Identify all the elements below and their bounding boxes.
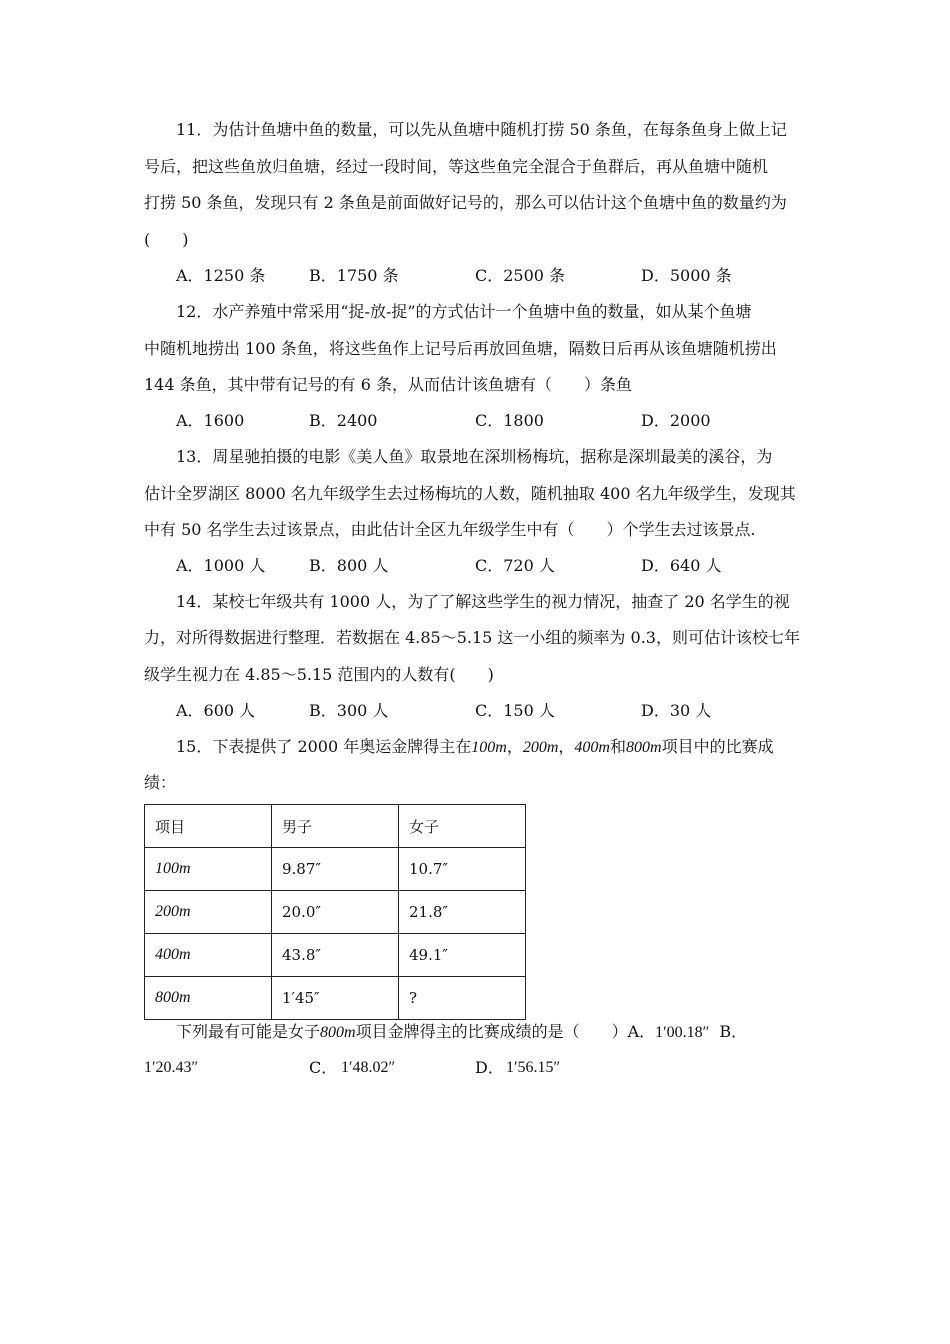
q14-line-1: 14．某校七年级共有 1000 人，为了了解这些学生的视力情况，抽查了 20 名学生的视 (176, 592, 790, 611)
q15-option-b: 1′20.43″ (144, 1059, 199, 1076)
table-header-cell: 女子 (399, 805, 526, 848)
q15-event-100m: 100m (471, 739, 507, 756)
q13-option-c: C．720 人 (475, 556, 555, 575)
q14-option-c: C．150 人 (475, 701, 555, 720)
q15-question-line-1 (176, 1021, 747, 1044)
results-table (144, 804, 526, 1020)
q15-question-text: 下列最有可能是女子 (176, 1022, 321, 1041)
q15-option-a: 1′00.18″ (655, 1024, 710, 1041)
q12-option-b: B．2400 (309, 411, 378, 430)
table-cell-men: 9.87″ (272, 848, 399, 891)
q15-question-tail: 项目金牌得主的比赛成绩的是（ ）A． (355, 1022, 656, 1041)
q11-line-1: 11．为估计鱼塘中鱼的数量，可以先从鱼塘中随机打捞 50 条鱼，在每条鱼身上做上记 (176, 120, 787, 139)
q14-line-3: 级学生视力在 4.85～5.15 范围内的人数有( ) (144, 665, 494, 684)
table-cell-women: ? (399, 977, 526, 1020)
table-cell-women: 10.7″ (399, 848, 526, 891)
q12-option-c: C．1800 (475, 411, 544, 430)
table-row (145, 977, 526, 1020)
q15-event-800m: 800m (626, 739, 662, 756)
q15-question-event: 800m (320, 1024, 356, 1041)
q15-intro-line-2: 绩： (144, 773, 177, 792)
table-header-cell: 男子 (272, 805, 399, 848)
q15-sep-1: ， (506, 737, 523, 756)
q15-label-d: D． (475, 1058, 504, 1077)
q14-option-a: A．600 人 (176, 701, 256, 720)
q14-option-b: B．300 人 (309, 701, 389, 720)
q11-line-2: 号后，把这些鱼放归鱼塘，经过一段时间，等这些鱼完全混合于鱼群后，再从鱼塘中随机 (144, 157, 769, 176)
q13-line-3: 中有 50 名学生去过该景点，由此估计全区九年级学生中有（ ）个学生去过该景点. (144, 520, 756, 539)
q11-option-d: D．5000 条 (641, 266, 732, 285)
q12-line-2: 中随机地捞出 100 条鱼，将这些鱼作上记号后再放回鱼塘，隔数日后再从该鱼塘随机捞出 (144, 339, 777, 358)
q15-option-d: 1′56.15″ (506, 1059, 561, 1076)
table-cell-women: 21.8″ (399, 891, 526, 934)
q12-line-1: 12．水产养殖中常采用“捉-放-捉”的方式估计一个鱼塘中鱼的数量，如从某个鱼塘 (176, 302, 752, 321)
q12-line-3: 144 条鱼，其中带有记号的有 6 条，从而估计该鱼塘有（ ）条鱼 (144, 375, 632, 394)
q15-sep-2: ， (558, 737, 575, 756)
q15-intro-line-1 (176, 736, 774, 759)
q13-option-a: A．1000 人 (176, 556, 266, 575)
q12-option-a: A．1600 (176, 411, 245, 430)
q14-option-d: D．30 人 (641, 701, 712, 720)
table-cell-event: 200m (145, 891, 272, 934)
q11-option-a: A．1250 条 (176, 266, 266, 285)
q11-option-b: B．1750 条 (309, 266, 399, 285)
table-cell-men: 1′45″ (272, 977, 399, 1020)
q11-line-3: 打捞 50 条鱼，发现只有 2 条鱼是前面做好记号的，那么可以估计这个鱼塘中鱼的数量约为 (144, 193, 787, 212)
table-cell-men: 20.0″ (272, 891, 399, 934)
table-cell-women: 49.1″ (399, 934, 526, 977)
table-header-cell: 项目 (145, 805, 272, 848)
q15-event-400m: 400m (574, 739, 610, 756)
q12-option-d: D．2000 (641, 411, 711, 430)
q15-label-c: C． (309, 1058, 338, 1077)
q11-option-c: C．2500 条 (475, 266, 566, 285)
q13-option-d: D．640 人 (641, 556, 722, 575)
q15-label-b: B． (719, 1022, 748, 1041)
table-header-row (145, 805, 526, 848)
q15-and: 和 (609, 737, 626, 756)
q13-line-2: 估计全罗湖区 8000 名九年级学生去过杨梅坑的人数，随机抽取 400 名九年级学生，发现其 (144, 484, 796, 503)
q11-line-4: ( ) (144, 230, 189, 249)
table-cell-event: 800m (145, 977, 272, 1020)
table-row (145, 848, 526, 891)
q15-event-200m: 200m (522, 739, 559, 756)
q14-line-2: 力，对所得数据进行整理．若数据在 4.85～5.15 这一小组的频率为 0.3，则可估计该校七年 (144, 628, 800, 647)
table-cell-event: 100m (145, 848, 272, 891)
table-row (145, 891, 526, 934)
q15-option-c: 1′48.02″ (341, 1059, 396, 1076)
table-cell-men: 43.8″ (272, 934, 399, 977)
q15-intro-text: 15．下表提供了 2000 年奥运金牌得主在 (176, 737, 472, 756)
q15-intro-tail: 项目中的比赛成 (661, 737, 774, 756)
table-cell-event: 400m (145, 934, 272, 977)
q13-line-1: 13．周星驰拍摄的电影《美人鱼》取景地在深圳杨梅坑，据称是深圳最美的溪谷，为 (176, 447, 773, 466)
table-row (145, 934, 526, 977)
q13-option-b: B．800 人 (309, 556, 389, 575)
